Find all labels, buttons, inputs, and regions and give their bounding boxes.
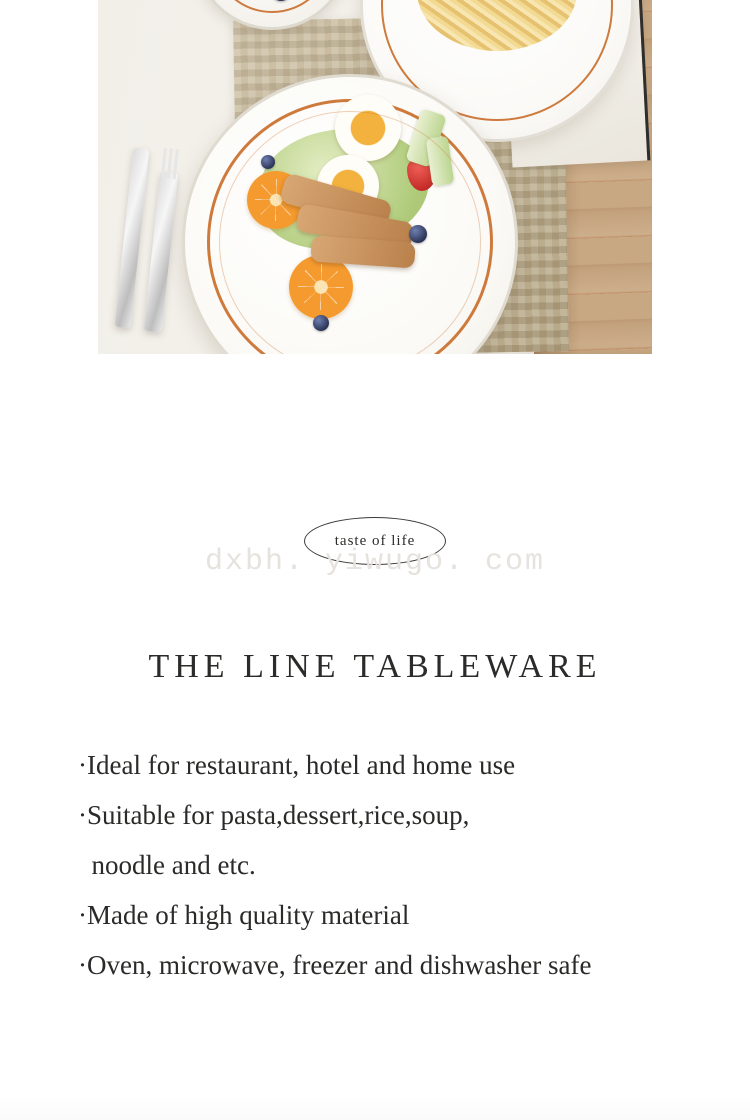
watermark-text: dxbh. yiwugo. com xyxy=(204,545,546,579)
egg-half xyxy=(335,95,401,161)
page-bottom-edge xyxy=(0,1096,750,1120)
fork xyxy=(144,171,179,332)
feature-list xyxy=(78,740,678,990)
knife xyxy=(115,148,150,329)
strawberry xyxy=(407,157,437,191)
cucumber-stick xyxy=(426,136,454,187)
badge-label: taste of life xyxy=(334,532,416,549)
product-photo xyxy=(98,0,652,354)
egg-half xyxy=(317,155,379,217)
feature-item: noodle and etc. xyxy=(78,850,256,880)
orange-slice xyxy=(247,171,305,229)
chicken-slice xyxy=(295,203,414,251)
page-title: THE LINE TABLEWARE xyxy=(148,648,602,685)
blueberry xyxy=(271,0,291,1)
lettuce xyxy=(259,129,429,249)
blueberry xyxy=(261,155,275,169)
chicken-slice xyxy=(279,172,393,231)
feature-item: ·Oven, microwave, freezer and dishwasher safe xyxy=(78,950,592,980)
feature-item: ·Suitable for pasta,dessert,rice,soup, xyxy=(78,800,470,830)
blueberry xyxy=(409,225,427,243)
pasta-noodles xyxy=(417,0,577,51)
feature-item: ·Ideal for restaurant, hotel and home use xyxy=(78,750,516,780)
photo-canvas xyxy=(98,0,652,354)
chicken-slice xyxy=(310,235,416,268)
orange-slice xyxy=(289,255,353,319)
feature-item: ·Made of high quality material xyxy=(78,900,410,930)
blueberry xyxy=(313,315,329,331)
